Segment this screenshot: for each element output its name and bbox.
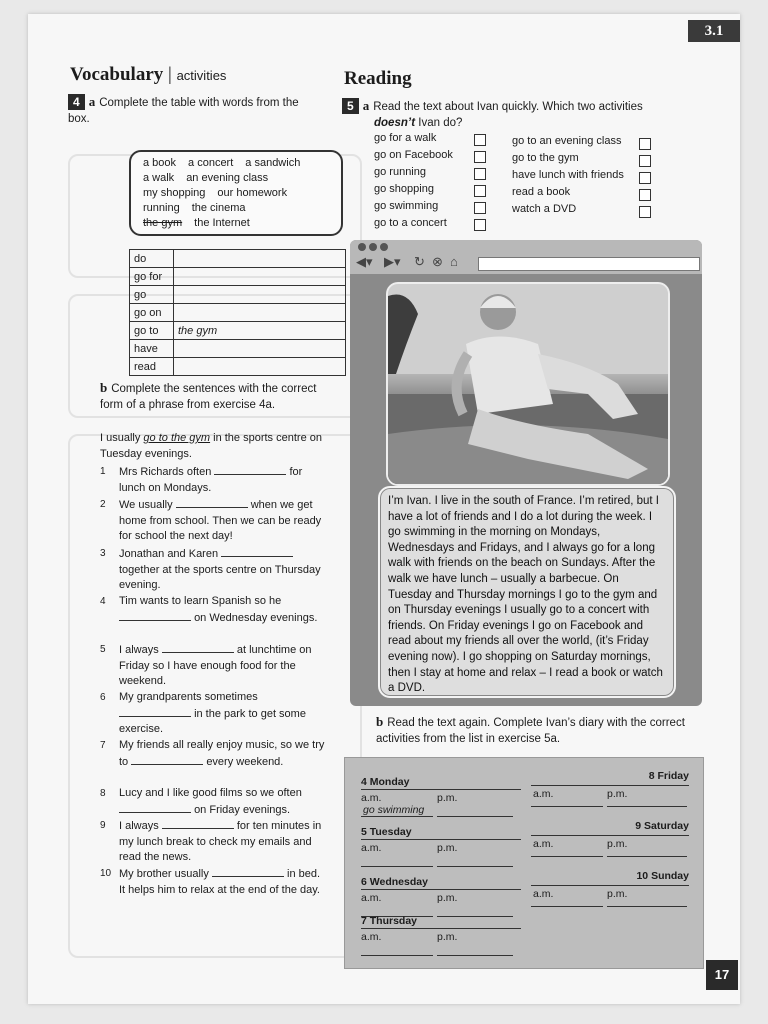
verb-cell: go	[130, 286, 174, 304]
activity-label: go swimming	[374, 200, 439, 212]
am-label: a.m.	[361, 842, 382, 854]
pm-label: p.m.	[607, 888, 628, 900]
activity-checkbox[interactable]	[639, 155, 651, 167]
pm-label: p.m.	[437, 931, 458, 943]
answer-blank[interactable]	[176, 497, 248, 508]
table-row	[130, 358, 346, 376]
sentence-before: My brother usually	[119, 868, 209, 880]
pm-label: p.m.	[607, 838, 628, 850]
sentence-after: on Friday evenings.	[194, 803, 291, 816]
ivan-photo	[386, 282, 670, 486]
sentence-after: for lunch on Mondays.	[119, 466, 303, 494]
box-word: my shopping	[143, 187, 206, 199]
window-minimize-icon	[369, 243, 377, 251]
refresh-icon: ↻	[414, 254, 425, 269]
answer-cell[interactable]	[174, 358, 346, 376]
sentence-before: I always	[119, 644, 159, 656]
reading-heading: Reading	[344, 68, 412, 89]
activity-label: go to a concert	[374, 217, 447, 229]
window-maximize-icon	[380, 243, 388, 251]
answer-blank[interactable]	[162, 642, 234, 653]
ivan-diary	[344, 757, 704, 969]
answer-cell[interactable]	[174, 340, 346, 358]
answer-cell[interactable]: the gym	[174, 322, 346, 340]
divider	[531, 835, 689, 836]
am-label: a.m.	[533, 838, 554, 850]
sentence-after: in the park to get some exercise.	[119, 707, 306, 735]
forward-arrow-icon: ▶▾	[384, 254, 401, 269]
sentence-item	[100, 546, 325, 594]
exercise-4a-instruction: 4 a Complete the table with words from the box.	[68, 94, 299, 125]
sentence-number: 2	[100, 499, 106, 510]
pm-answer-line[interactable]	[437, 916, 513, 917]
sentence-item	[100, 464, 325, 496]
exercise-5a-instruction: 5 a Read the text about Ivan quickly. Which two activities doesn’t Ivan do?	[342, 98, 682, 131]
table-row	[130, 304, 346, 322]
verb-cell: have	[130, 340, 174, 358]
word-box	[129, 150, 343, 236]
activity-label: have lunch with friends	[512, 169, 624, 181]
am-answer-line[interactable]	[361, 816, 433, 817]
answer-blank[interactable]	[119, 610, 191, 621]
divider	[361, 839, 521, 840]
answer-blank[interactable]	[212, 866, 284, 877]
answer-cell[interactable]	[174, 286, 346, 304]
divider	[361, 928, 521, 929]
activity-label: go to the gym	[512, 152, 579, 164]
sentence-after: in bed. It helps him to relax at the end of the day.	[119, 868, 321, 896]
verb-cell: go on	[130, 304, 174, 322]
activity-checkbox[interactable]	[474, 168, 486, 180]
sentence-number: 9	[100, 820, 106, 831]
sentence-before: Lucy and I like good films so we often	[119, 787, 302, 799]
pm-answer-line[interactable]	[607, 906, 687, 907]
page-number: 17	[706, 960, 738, 990]
back-arrow-icon: ◀▾	[356, 254, 373, 269]
answer-blank[interactable]	[131, 754, 203, 765]
box-word: running	[143, 202, 180, 214]
box-word: a book	[143, 157, 177, 169]
am-answer-line[interactable]	[361, 955, 433, 956]
sentence-number: 6	[100, 692, 106, 703]
answer-blank[interactable]	[162, 818, 234, 829]
table-row	[130, 250, 346, 268]
sentence-before: We usually	[119, 499, 173, 511]
answer-cell[interactable]	[174, 250, 346, 268]
verb-cell: read	[130, 358, 174, 376]
reading-text-box	[378, 486, 676, 698]
exercise-number: 4	[68, 94, 85, 110]
sentence-number: 5	[100, 644, 106, 655]
sentence-item	[100, 594, 325, 626]
activity-label: go running	[374, 166, 426, 178]
sentence-number: 4	[100, 596, 106, 607]
diary-day: 6 Wednesday	[361, 876, 428, 888]
divider	[531, 785, 689, 786]
activity-checkbox[interactable]	[474, 134, 486, 146]
answer-blank[interactable]	[119, 706, 191, 717]
verb-cell: go to	[130, 322, 174, 340]
verb-cell: do	[130, 250, 174, 268]
pm-answer-line[interactable]	[607, 806, 687, 807]
sentence-item	[100, 690, 325, 738]
pm-answer-line[interactable]	[607, 856, 687, 857]
stop-icon: ⊗	[432, 254, 443, 269]
sentence-number: 1	[100, 466, 106, 477]
activity-checkbox[interactable]	[474, 219, 486, 231]
sentence-after: on Wednesday evenings.	[194, 611, 318, 624]
diary-day: 8 Friday	[648, 770, 689, 782]
am-label: a.m.	[361, 892, 382, 904]
activity-checkbox[interactable]	[474, 202, 486, 214]
am-label: a.m.	[361, 931, 382, 943]
address-bar	[478, 257, 700, 271]
sentence-item	[100, 738, 325, 770]
sentence-number: 10	[100, 868, 112, 879]
workbook-page	[28, 14, 740, 1004]
table-row	[130, 268, 346, 286]
sentence-after: every weekend.	[206, 755, 284, 768]
am-answer-line[interactable]	[531, 856, 603, 857]
activity-label: go on Facebook	[374, 149, 453, 161]
activity-label: go for a walk	[374, 132, 437, 144]
exercise-4b-instruction: b Complete the sentences with the correct form of a phrase from exercise 4a.	[100, 380, 317, 411]
browser-window	[350, 240, 702, 706]
sentence-before: Jonathan and Karen	[119, 548, 219, 560]
sentence-number: 7	[100, 740, 106, 751]
box-word: an evening class	[186, 172, 269, 184]
sentence-item	[100, 497, 325, 545]
diary-day: 5 Tuesday	[361, 826, 412, 838]
activity-checkbox[interactable]	[474, 185, 486, 197]
box-word: a walk	[143, 172, 175, 184]
sentence-item	[100, 642, 325, 690]
pm-answer-line[interactable]	[437, 955, 513, 956]
pm-label: p.m.	[437, 842, 458, 854]
answer-blank[interactable]	[214, 464, 286, 475]
verb-cell: go for	[130, 268, 174, 286]
answer-blank[interactable]	[119, 802, 191, 813]
sentence-before: I always	[119, 820, 159, 832]
am-label: a.m.	[361, 792, 382, 804]
example-answer: go swimming	[363, 804, 425, 816]
table-row	[130, 322, 346, 340]
pm-label: p.m.	[437, 792, 458, 804]
sentence-before: My grandparents sometimes	[119, 691, 258, 703]
table-row	[130, 286, 346, 304]
divider	[531, 885, 689, 886]
home-icon: ⌂	[450, 254, 458, 269]
ivan-photo-illustration	[388, 284, 668, 484]
pm-label: p.m.	[607, 788, 628, 800]
example-sentence: I usually go to the gym in the sports centre on Tuesday evenings.	[100, 432, 322, 460]
sentence-before: Mrs Richards often	[119, 466, 212, 478]
sentence-before: Tim wants to learn Spanish so he	[119, 595, 282, 607]
vocab-table	[129, 249, 346, 376]
answer-cell[interactable]	[174, 268, 346, 286]
ivan-text: I’m Ivan. I live in the south of France. I’m retired, but I have a lot of friends and I do a lot during the week. I go swimming in the morning on Mondays, Wednesdays and Fridays, and I always go for a long walk with friends on the beach on Sundays. After the walk we have lunch – usually a barbecue. On Tuesday and Thursday mornings I go to the gym and on Thursday evenings I usually go to a concert with friends. On Friday evenings I go on Facebook and read about my friends all over the world, (it’s Friday evening now). I go shopping on Saturday mornings, then I stay at home and relax – I read a book or watch a DVD.	[388, 495, 663, 695]
box-word: the Internet	[194, 217, 250, 229]
sentence-after: together at the sports centre on Thursday evening.	[119, 563, 321, 591]
am-label: a.m.	[533, 788, 554, 800]
am-label: a.m.	[533, 888, 554, 900]
am-answer-line[interactable]	[531, 806, 603, 807]
box-word: our homework	[217, 187, 288, 199]
vocab-heading: Vocabulary | activities	[70, 64, 227, 85]
exercise-5b-instruction: b Read the text again. Complete Ivan’s diary with the correct activities from the list in exercise 5a.	[376, 714, 685, 745]
box-word: a sandwich	[245, 157, 301, 169]
pm-answer-line[interactable]	[437, 866, 513, 867]
pm-label: p.m.	[437, 892, 458, 904]
divider	[361, 889, 521, 890]
unit-tag: 3.1	[688, 20, 740, 42]
activity-checkbox[interactable]	[474, 151, 486, 163]
sentence-after: for ten minutes in my lunch break to check my emails and read the news.	[119, 820, 322, 863]
box-word: the cinema	[191, 202, 246, 214]
diary-day: 10 Sunday	[636, 870, 689, 882]
activity-label: read a book	[512, 186, 571, 198]
answer-cell[interactable]	[174, 304, 346, 322]
sentence-after: at lunchtime on Friday so I have enough food for the weekend.	[119, 644, 312, 687]
am-answer-line[interactable]	[361, 866, 433, 867]
answer-blank[interactable]	[221, 546, 293, 557]
sentence-before: My friends all really enjoy music, so we try to	[119, 739, 325, 768]
activity-checkbox[interactable]	[639, 189, 651, 201]
sentence-item	[100, 818, 325, 866]
diary-day: 7 Thursday	[361, 915, 418, 927]
box-word: the gym	[143, 217, 183, 229]
activity-checkbox[interactable]	[639, 138, 651, 150]
pm-answer-line[interactable]	[437, 816, 513, 817]
table-row	[130, 340, 346, 358]
sentence-item	[100, 786, 325, 818]
diary-day: 9 Saturday	[635, 820, 689, 832]
sentence-item	[100, 866, 325, 898]
sentence-number: 8	[100, 788, 106, 799]
activity-checkbox[interactable]	[639, 206, 651, 218]
diary-day: 4 Monday	[361, 776, 410, 788]
activity-label: go shopping	[374, 183, 434, 195]
window-close-icon	[358, 243, 366, 251]
activity-checkbox[interactable]	[639, 172, 651, 184]
sentence-number: 3	[100, 548, 106, 559]
am-answer-line[interactable]	[531, 906, 603, 907]
divider	[361, 789, 521, 790]
sentence-after: when we get home from school. Then we can be ready for school the next day!	[119, 499, 322, 542]
activity-label: watch a DVD	[512, 203, 577, 215]
browser-toolbar	[350, 240, 702, 274]
activity-label: go to an evening class	[512, 135, 622, 147]
box-word: a concert	[188, 157, 234, 169]
